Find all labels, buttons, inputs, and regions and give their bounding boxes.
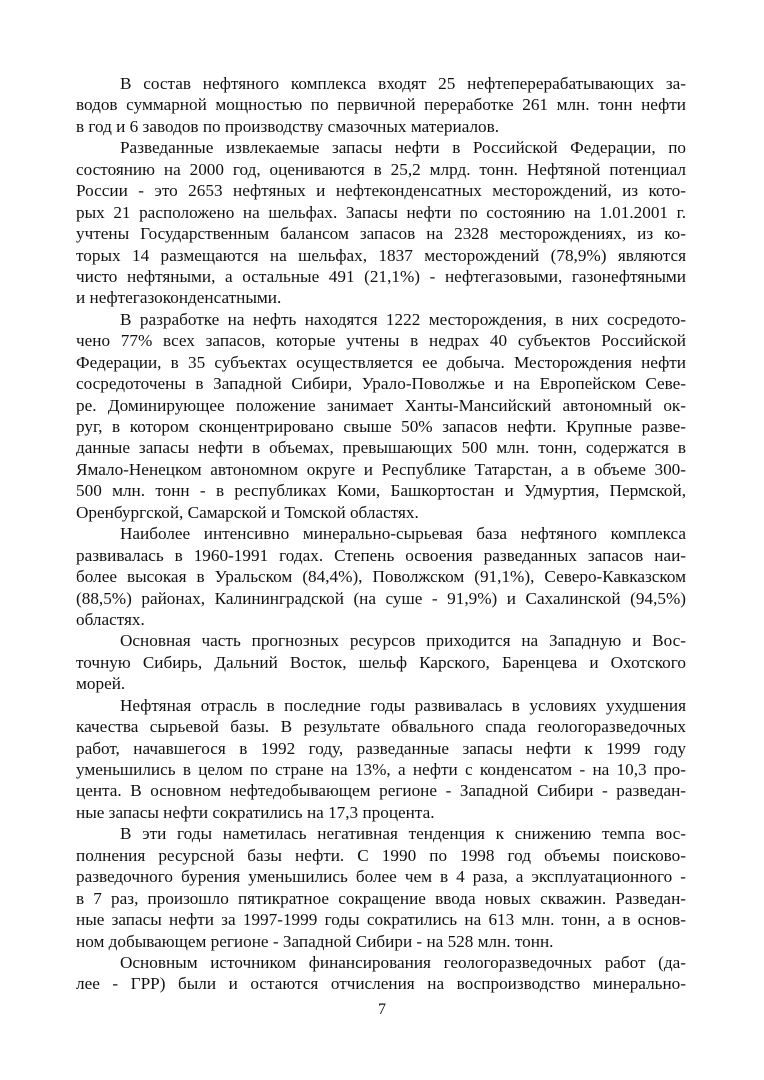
text-line: Наиболее интенсивно минерально-сырьевая база нефтяного комплекса — [120, 524, 686, 544]
text-line: Разведанные извлекаемые запасы нефти в Российской Федерации, по — [120, 138, 686, 158]
text-line: более высокая в Уральском (84,4%), Поволжском (91,1%), Северо-Кавказском — [76, 567, 686, 587]
text-line: состоянию на 2000 год, оцениваются в 25,2 млрд. тонн. Нефтяной потенциал — [76, 159, 686, 179]
text-line: чено 77% всех запасов, которые учтены в недрах 40 субъектов Российской — [76, 331, 686, 351]
page-number: 7 — [378, 1001, 386, 1018]
text-line: точную Сибирь, Дальний Восток, шельф Карского, Баренцева и Охотского — [76, 652, 686, 672]
text-line: водов суммарной мощностью по первичной переработке 261 млн. тонн нефти — [76, 95, 686, 115]
paragraph — [76, 309, 686, 523]
text-line: данные запасы нефти в объемах, превышающих 500 млн. тонн, содержатся в — [76, 438, 686, 458]
text-line: полнения ресурсной базы нефти. С 1990 по 1998 год объемы поисково- — [76, 845, 686, 865]
text-line: чисто нефтяными, а остальные 491 (21,1%) - нефтегазовыми, газонефтяными — [76, 266, 686, 286]
text-line: и нефтегазоконденсатными. — [76, 288, 282, 308]
text-line: Федерации, в 35 субъектах осуществляется ее добыча. Месторождения нефти — [76, 352, 686, 372]
text-line: цента. В основном нефтедобывающем регионе - Западной Сибири - разведан- — [76, 781, 686, 801]
text-line: в год и 6 заводов по производству смазочных материалов. — [76, 116, 500, 136]
text-line: работ, начавшегося в 1992 году, разведанные запасы нефти к 1999 году — [76, 738, 686, 758]
text-line: Ямало-Ненецком автономном округе и Республике Татарстан, а в объеме 300- — [76, 459, 686, 479]
text-line: Оренбургской, Самарской и Томской областях. — [76, 502, 419, 522]
text-line: ные запасы нефти сократились на 17,3 процента. — [76, 802, 435, 822]
text-line: руг, в котором сконцентрировано свыше 50% запасов нефти. Крупные разве- — [76, 417, 686, 436]
paragraph — [76, 73, 686, 137]
text-line: учтены Государственным балансом запасов на 2328 месторождениях, из ко- — [76, 224, 686, 244]
text-line: В состав нефтяного комплекса входят 25 нефтеперерабатывающих за- — [120, 74, 686, 93]
text-line: Основным источником финансирования геологоразведочных работ (да- — [120, 952, 686, 972]
text-line: ре. Доминирующее положение занимает Ханты-Мансийский автономный ок- — [76, 395, 686, 415]
text-line: ном добывающем регионе - Западной Сибири - на 528 млн. тонн. — [76, 931, 554, 951]
paragraph — [76, 823, 686, 952]
paragraph — [76, 137, 686, 309]
text-line: ные запасы нефти за 1997-1999 годы сократились на 613 млн. тонн, а в основ- — [76, 910, 686, 930]
text-line: лее - ГРР) были и остаются отчисления на воспроизводство минерально- — [76, 974, 686, 994]
paragraph — [76, 630, 686, 694]
text-line: в 7 раз, произошло пятикратное сокращение ввода новых скважин. Разведан- — [76, 888, 686, 908]
text-line: 500 млн. тонн - в республиках Коми, Башкортостан и Удмуртия, Пермской, — [76, 481, 686, 501]
text-line: Нефтяная отрасль в последние годы развивалась в условиях ухудшения — [120, 695, 686, 715]
text-line: развивалась в 1960-1991 годах. Степень освоения разведанных запасов наи- — [76, 545, 686, 565]
text-line: (88,5%) районах, Калининградской (на суше - 91,9%) и Сахалинской (94,5%) — [76, 588, 686, 608]
paragraph — [76, 952, 686, 995]
text-line: уменьшились в целом по стране на 13%, а нефти с конденсатом - на 10,3 про- — [76, 760, 686, 779]
text-line: торых 14 размещаются на шельфах, 1837 месторождений (78,9%) являются — [76, 245, 686, 265]
text-line: Основная часть прогнозных ресурсов приходится на Западную и Вос- — [120, 631, 686, 651]
paragraph — [76, 523, 686, 630]
text-line: сосредоточены в Западной Сибири, Урало-Поволжье и на Европейском Севе- — [76, 374, 686, 394]
text-line: В разработке на нефть находятся 1222 месторождения, в них сосредото- — [120, 309, 686, 329]
text-line: рых 21 расположено на шельфах. Запасы нефти по состоянию на 1.01.2001 г. — [76, 202, 686, 222]
text-line: качества сырьевой базы. В результате обвального спада геологоразведочных — [76, 717, 686, 737]
text-line: В эти годы наметилась негативная тенденция к снижению темпа вос- — [120, 824, 686, 844]
text-line: России - это 2653 нефтяных и нефтеконденсатных месторождений, из кото- — [76, 181, 686, 201]
text-line: областях. — [76, 609, 145, 629]
text-line: морей. — [76, 674, 126, 694]
paragraph — [76, 695, 686, 824]
text-line: разведочного бурения уменьшились более чем в 4 раза, а эксплуатационного - — [76, 867, 686, 887]
document-body — [76, 73, 686, 995]
